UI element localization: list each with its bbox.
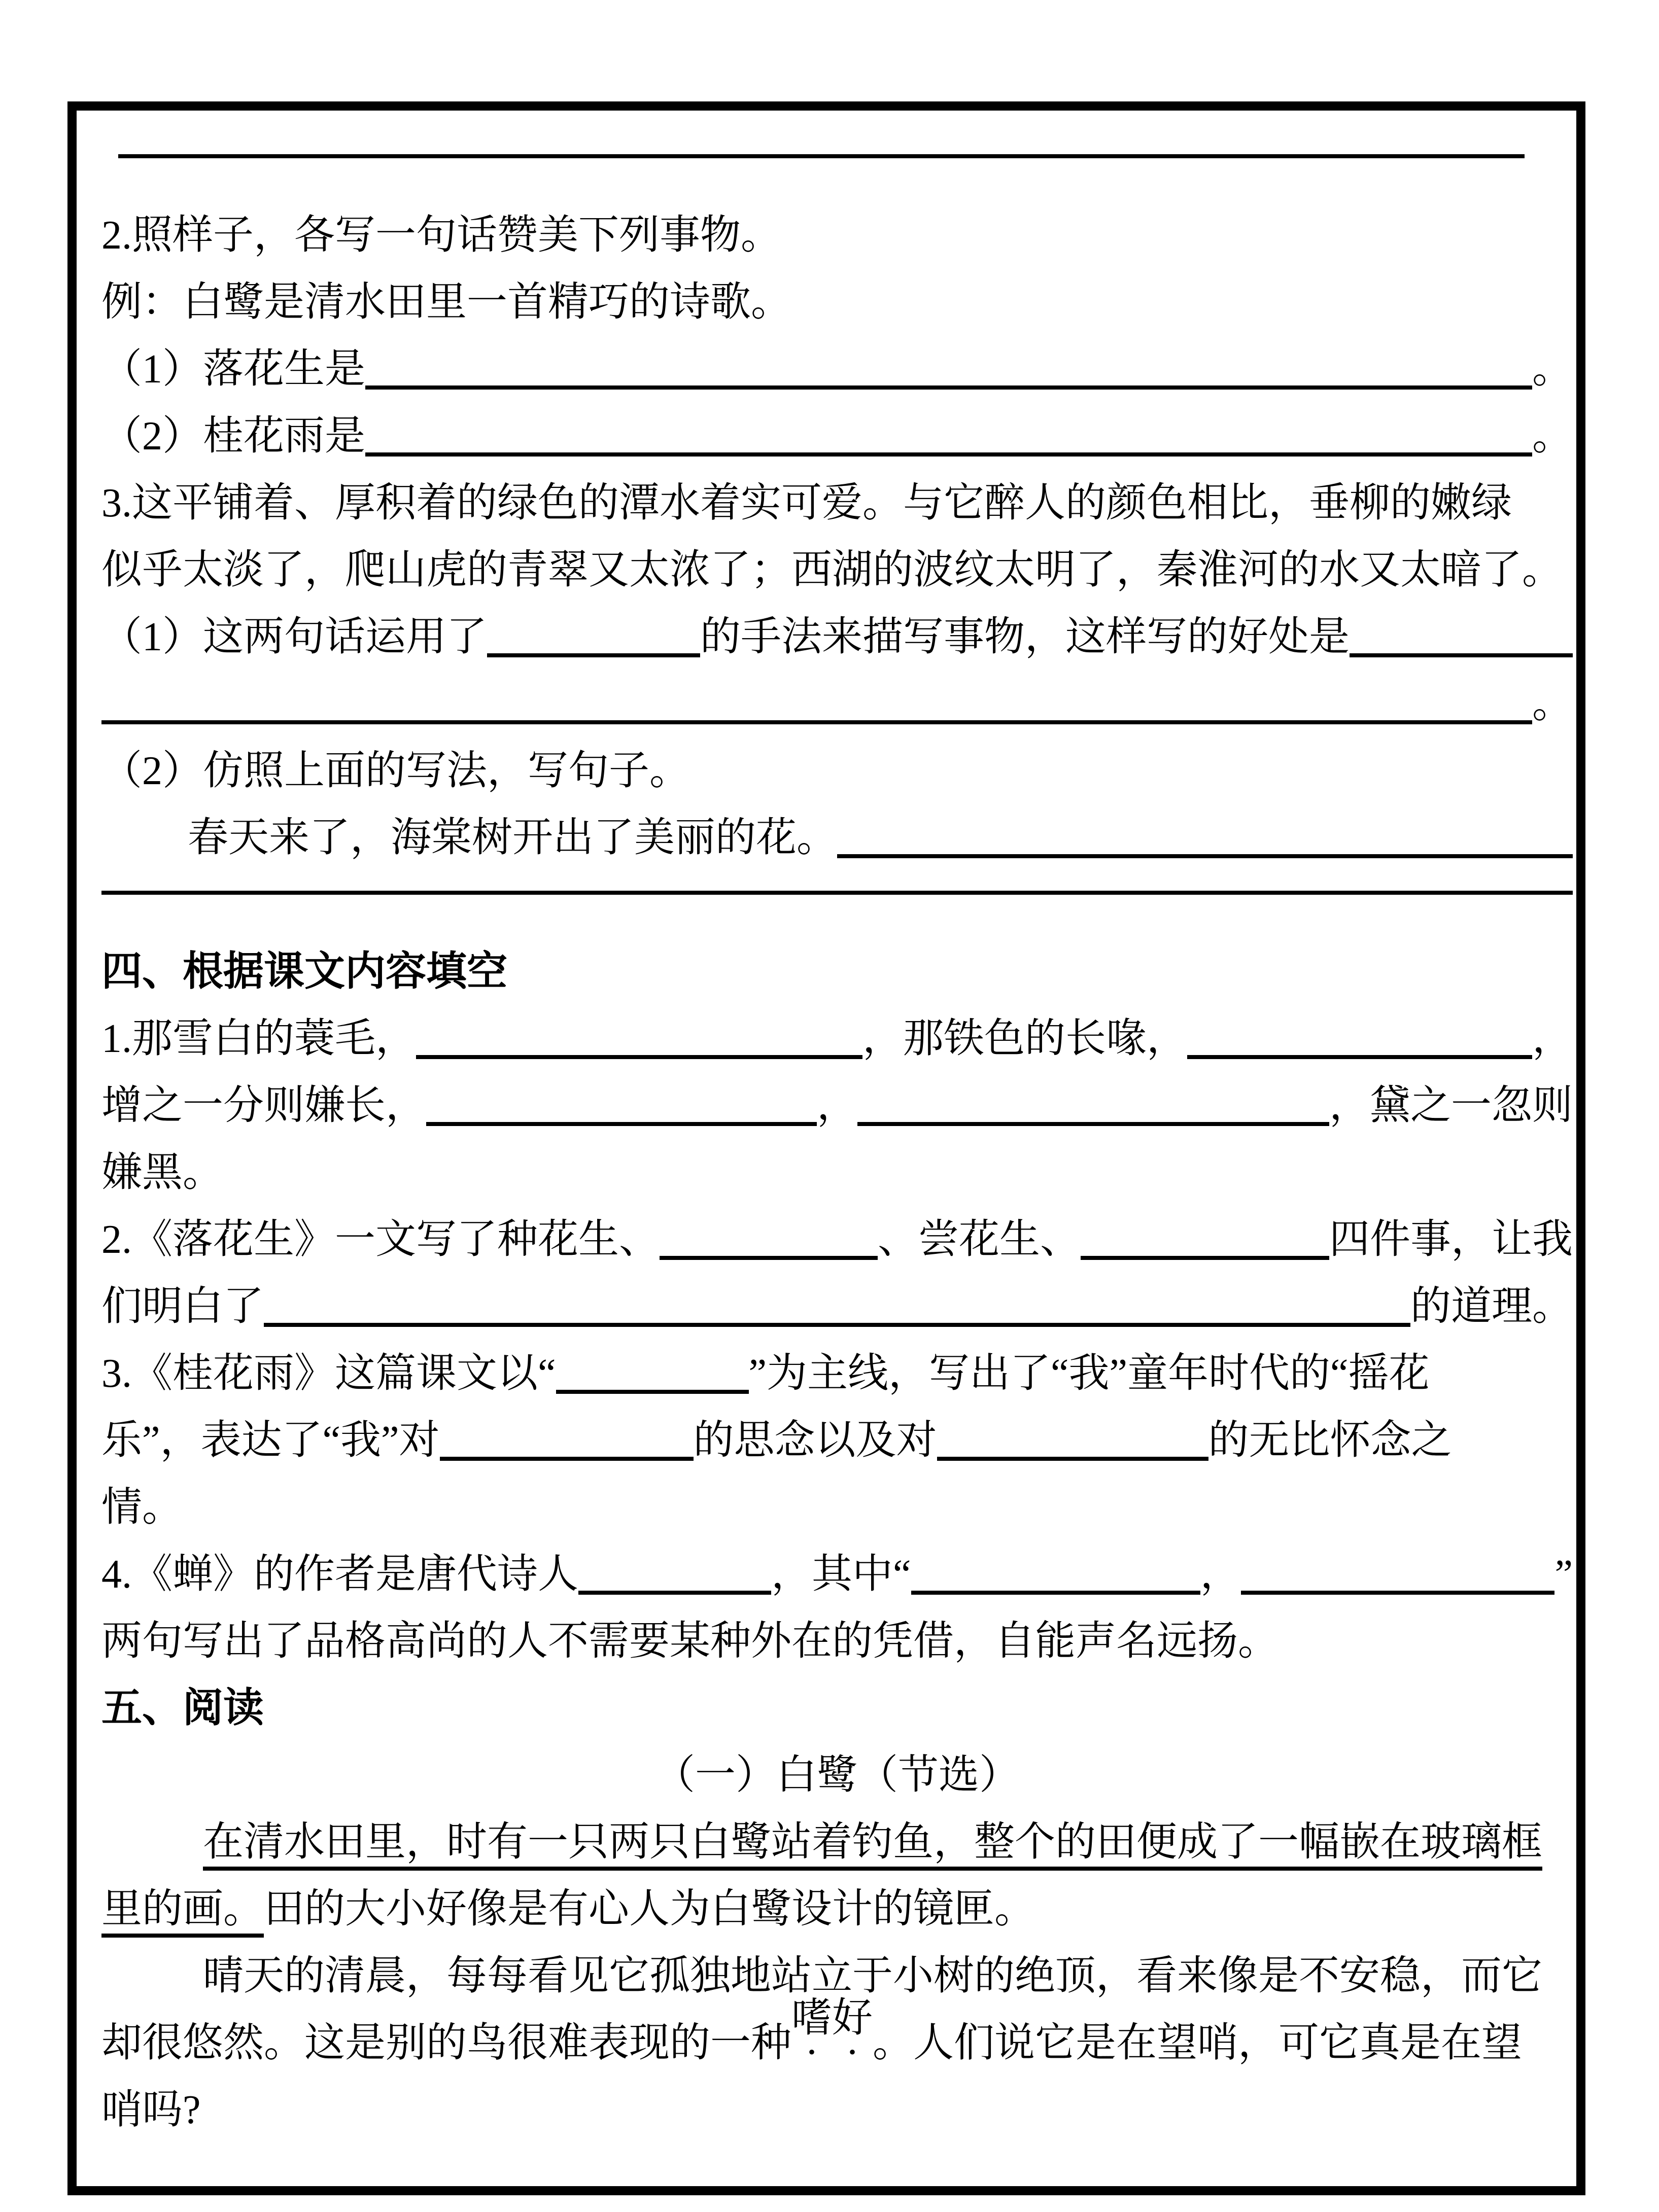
text-run: 四件事，让我 (1329, 1217, 1573, 1262)
answer-blank[interactable] (416, 1015, 862, 1059)
text-run: 。 (1532, 682, 1573, 726)
text-run: 嫌黑。 (101, 1150, 223, 1195)
text-run: ” (1554, 1552, 1573, 1597)
answer-blank[interactable] (937, 1417, 1208, 1461)
content (101, 129, 1573, 2137)
page-border-frame (67, 101, 1585, 2195)
answer-blank[interactable] (556, 1350, 749, 1394)
answer-blank[interactable] (1241, 1551, 1555, 1595)
text-run: 春天来了，海棠树开出了美丽的花。 (188, 816, 837, 860)
text-run: 1.那雪白的蓑毛， (101, 1016, 416, 1061)
text-run: 的无比怀念之 (1208, 1418, 1452, 1463)
text-run: 似乎太淡了，爬山虎的青翠又太浓了；西湖的波纹太明了，秦淮河的水又太暗了。 (101, 548, 1563, 592)
s4-q1-line-1 (101, 999, 1573, 1066)
s4-q4-line-1 (101, 1535, 1573, 1602)
emphasized-text: 嗜好 (791, 1996, 873, 2041)
text-run: 。人们说它是在望哨，可它真是在望 (873, 2021, 1522, 2065)
text-run: 们明白了 (101, 1284, 264, 1329)
q3-sub1 (101, 598, 1573, 664)
passage-line-3 (101, 1937, 1573, 2004)
text-run: 。 (1532, 414, 1573, 459)
text-run: 里的画。 (101, 1887, 264, 1932)
q3-sub2-example (101, 798, 1573, 865)
passage-line-4 (101, 1996, 1573, 2070)
section-5-heading (101, 1669, 1573, 1736)
answer-blank[interactable] (365, 346, 1532, 390)
text-run: （2）桂花雨是 (101, 414, 365, 459)
answer-blank[interactable] (1350, 614, 1573, 657)
text-run: ， (1200, 1552, 1241, 1597)
answer-blank[interactable] (487, 614, 700, 657)
s4-q1-line-2 (101, 1066, 1573, 1133)
text-run: （2）仿照上面的写法，写句子。 (101, 749, 690, 793)
q3-quote-line-1 (101, 464, 1573, 531)
passage-line-2 (101, 1870, 1573, 1937)
q2-item-1 (101, 330, 1573, 397)
answer-blank[interactable] (264, 1283, 1410, 1327)
s4-q3-line-1 (101, 1334, 1573, 1401)
text-run: 情。 (101, 1485, 183, 1530)
s4-q2-line-2 (101, 1267, 1573, 1334)
q2-prompt (101, 196, 1573, 263)
passage-line-1 (101, 1803, 1573, 1870)
text-run: 哨吗? (101, 2088, 201, 2132)
text-run: ， (817, 1083, 857, 1128)
s4-q3-line-3 (101, 1468, 1573, 1535)
answer-blank[interactable] (1187, 1015, 1532, 1059)
text-run: 2.《落花生》一文写了种花生、 (101, 1217, 660, 1262)
text-run: 乐”，表达了“我”对 (101, 1418, 440, 1463)
text-run: 的道理。 (1410, 1284, 1573, 1329)
text-run: 两句写出了品格高尚的人不需要某种外在的凭借，自能声名远扬。 (101, 1619, 1278, 1664)
prev-answer-rule (101, 129, 1573, 196)
answer-blank[interactable] (837, 815, 1573, 858)
q2-item-2 (101, 397, 1573, 464)
passage-line-5 (101, 2070, 1573, 2137)
text-run: 2.照样子，各写一句话赞美下列事物。 (101, 213, 781, 258)
text-run: 四、根据课文内容填空 (101, 950, 507, 994)
q3-sub2-prompt (101, 731, 1573, 798)
text-run: 例：白鹭是清水田里一首精巧的诗歌。 (101, 280, 791, 325)
text-run: （一）白鹭（节选） (654, 1753, 1020, 1798)
text-run: ，那铁色的长喙， (862, 1016, 1187, 1061)
text-run: 3.《桂花雨》这篇课文以“ (101, 1351, 556, 1396)
q3-quote-line-2 (101, 531, 1573, 598)
answer-blank[interactable] (440, 1417, 694, 1461)
text-run: 却很悠然。这是别的鸟很难表现的一种 (101, 2021, 791, 2065)
answer-blank[interactable] (1081, 1216, 1329, 1260)
text-run: 晴天的清晨，每每看见它孤独地站立于小树的绝顶，看来像是不安稳，而它 (203, 1954, 1542, 1998)
s4-q3-line-2 (101, 1401, 1573, 1468)
text-run: ，黛之一忽则 (1329, 1083, 1573, 1128)
text-run: 田的大小好像是有心人为白鹭设计的镜匣。 (264, 1887, 1035, 1932)
text-run: 在清水田里，时有一只两只白鹭站着钓鱼，整个的田便成了一幅嵌在玻璃框 (203, 1820, 1542, 1865)
s4-q1-line-3 (101, 1133, 1573, 1200)
q3-sub2-answer-rule (101, 865, 1573, 932)
answer-blank[interactable] (660, 1216, 878, 1260)
text-run: 增之一分则嫌长， (101, 1083, 426, 1128)
answer-blank[interactable] (578, 1551, 771, 1595)
answer-rule[interactable] (101, 891, 1573, 895)
answer-blank[interactable] (857, 1082, 1329, 1126)
text-run: 的思念以及对 (693, 1418, 937, 1463)
answer-blank[interactable] (101, 681, 1532, 724)
answer-blank[interactable] (365, 413, 1532, 457)
text-run: 、尝花生、 (878, 1217, 1081, 1262)
answer-blank[interactable] (426, 1082, 817, 1126)
text-run: 3.这平铺着、厚积着的绿色的潭水着实可爱。与它醉人的颜色相比，垂柳的嫩绿 (101, 481, 1512, 525)
text-run: ”为主线，写出了“我”童年时代的“摇花 (748, 1351, 1430, 1396)
text-run: 4.《蝉》的作者是唐代诗人 (101, 1552, 578, 1597)
text-run: 。 (1532, 347, 1573, 392)
text-run: ，其中“ (771, 1552, 911, 1597)
text-run: （1）落花生是 (101, 347, 365, 392)
text-run: （1）这两句话运用了 (101, 615, 487, 659)
s4-q2-line-1 (101, 1200, 1573, 1267)
text-run: 的手法来描写事物，这样写的好处是 (700, 615, 1350, 659)
q3-sub1-answer-rule (101, 664, 1573, 731)
answer-rule[interactable] (118, 154, 1525, 158)
text-run: 五、阅读 (101, 1686, 264, 1731)
section-4-heading (101, 932, 1573, 999)
text-run: ， (1532, 1016, 1573, 1061)
s4-q4-line-2 (101, 1602, 1573, 1669)
q2-example (101, 263, 1573, 330)
reading-passage-title (101, 1736, 1573, 1803)
answer-blank[interactable] (911, 1551, 1200, 1595)
